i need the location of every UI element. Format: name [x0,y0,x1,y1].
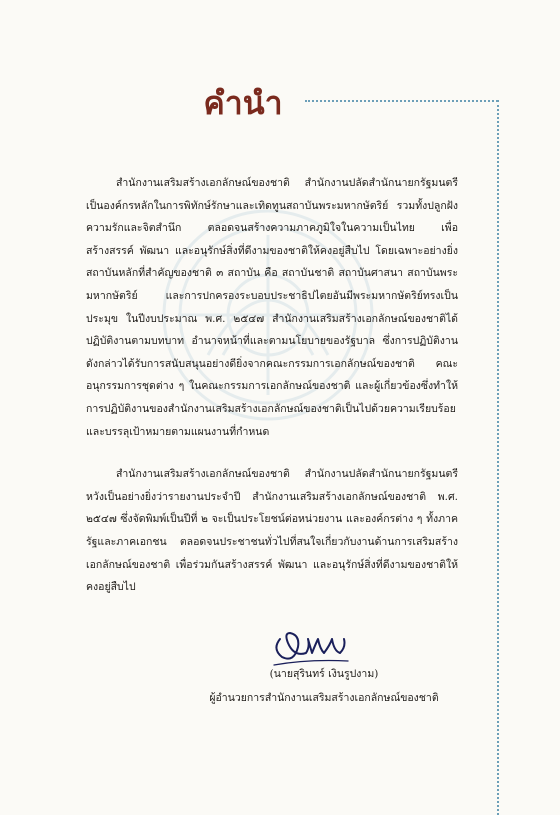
signer-title: ผู้อำนวยการสำนักงานเสริมสร้างเอกลักษณ์ของชาติ [209,692,439,704]
paragraph: สำนักงานเสริมสร้างเอกลักษณ์ของชาติ สำนักงานปลัดสำนักนายกรัฐมนตรี หวังเป็นอย่างยิ่งว่ารายงานประจำปี สำนักงานเสริมสร้างเอกลักษณ์ของชาติ พ.ศ. ๒๕๔๗ ซึ่งจัดพิมพ์เป็นปีที่ ๒ จะเป็นประโยชน์ต่อหน่วยงาน และองค์กรต่าง ๆ ทั้งภาครัฐและภาคเอกชน ตลอดจนประชาชนทั่วไปที่สนใจเกี่ยวกับงานด้านการเสริมสร้างเอกลักษณ์ของชาติ เพื่อร่วมกันสร้างสรรค์ พัฒนา และอนุรักษ์สิ่งที่ดีงามของชาติให้คงอยู่สืบไป [86,468,458,594]
preface-body [86,172,458,619]
signer-name: (นายสุรินทร์ เงินรูปงาม) [269,668,379,680]
paragraph: สำนักงานเสริมสร้างเอกลักษณ์ของชาติ สำนักงานปลัดสำนักนายกรัฐมนตรีเป็นองค์กรหลักในการพิทักษ์รักษาและเทิดทูนสถาบันพระมหากษัตริย์ รวมทั้งปลูกฝังความรักและจิตสำนึก ตลอดจนสร้างความภาคภูมิใจในความเป็นไทย เพื่อสร้างสรรค์ พัฒนา และอนุรักษ์สิ่งที่ดีงามของชาติให้คงอยู่สืบไป โดยเฉพาะอย่างยิ่งสถาบันหลักที่สำคัญของชาติ ๓ สถาบัน คือ สถาบันชาติ สถาบันศาสนา สถาบันพระมหากษัตริย์ และการปกครองระบอบประชาธิปไตยอันมีพระมหากษัตริย์ทรงเป็นประมุข ในปีงบประมาณ พ.ศ. ๒๕๔๗ สำนักงานเสริมสร้างเอกลักษณ์ของชาติได้ปฏิบัติงานตามบทบาท อำนาจหน้าที่และตามนโยบายของรัฐบาล ซึ่งการปฏิบัติงานดังกล่าวได้รับการสนับสนุนอย่างดียิ่งจากคณะกรรมการเอกลักษณ์ของชาติ คณะอนุกรรมการชุดต่าง ๆ ในคณะกรรมการเอกลักษณ์ของชาติ และผู้เกี่ยวข้องซึ่งทำให้การปฏิบัติงานของสำนักงานเสริมสร้างเอกลักษณ์ของชาติเป็นไปด้วยความเรียบร้อยและบรรลุเป้าหมายตามแผนงานที่กำหนด [86,177,458,438]
decorative-frame-top [305,100,498,102]
page-title: คำนำ [203,84,283,122]
decorative-frame-right [497,100,499,815]
